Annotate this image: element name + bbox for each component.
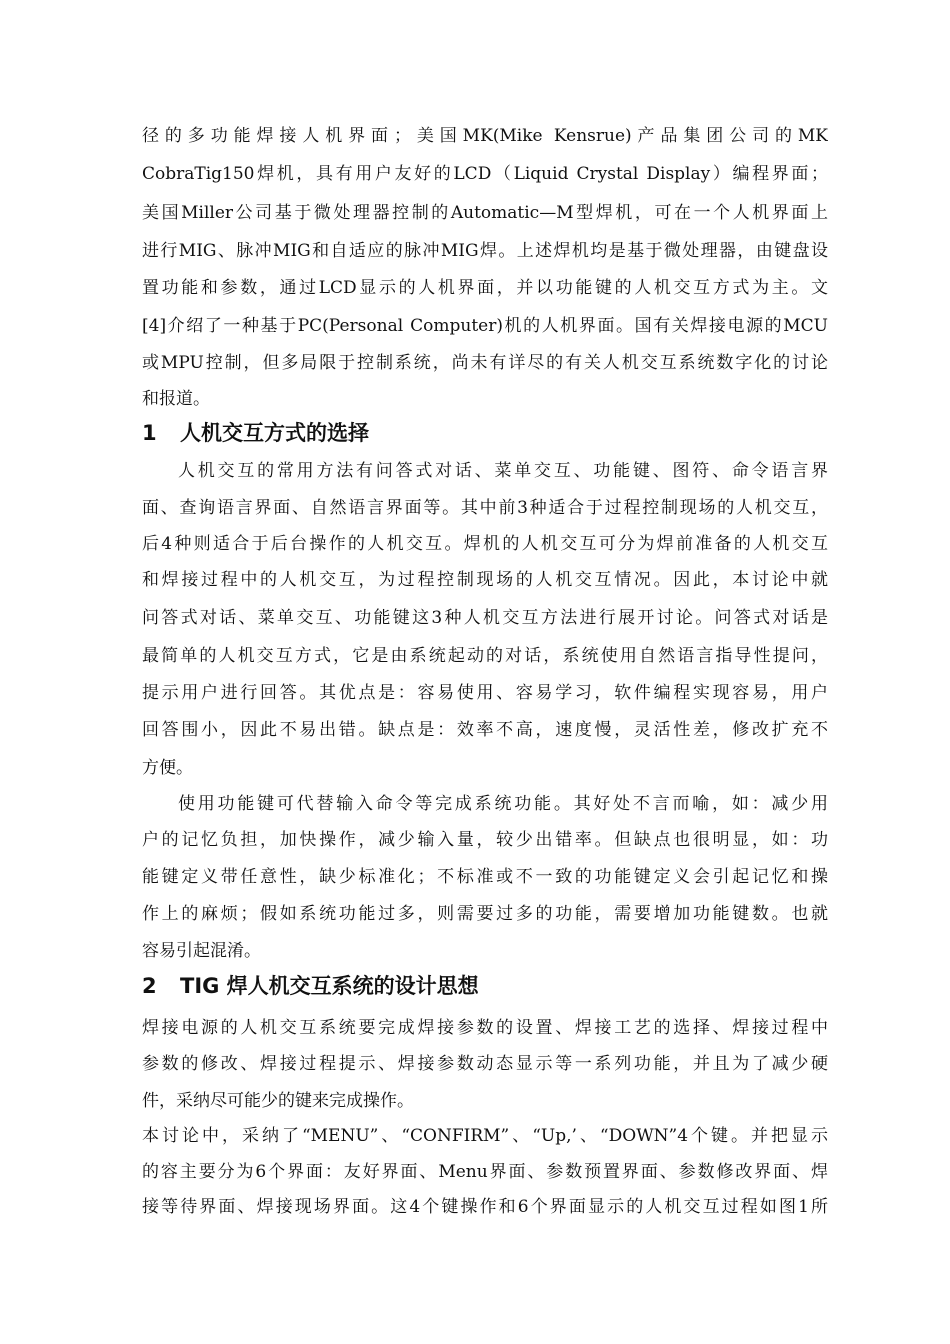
intro-line-6: [4]介绍了一种基于PC(Personal Computer)机的人机界面。国有关焊接电源的MCU: [142, 316, 828, 336]
s1-p1-line-2: 面、查询语言界面、自然语言界面等。其中前3种适合于过程控制现场的人机交互，: [142, 498, 828, 518]
intro-line-2: CobraTig150焊机，具有用户友好的LCD（Liquid Crystal Display）编程界面；: [142, 164, 828, 184]
section-1-number: 1: [142, 421, 157, 445]
s1-p2-line-1: 使用功能键可代替输入命令等完成系统功能。其好处不言而喻，如：减少用: [178, 794, 828, 814]
s1-p1-line-6: 最简单的人机交互方式，它是由系统起动的对话，系统使用自然语言指导性提问，: [142, 646, 828, 666]
s1-p1-line-5: 问答式对话、菜单交互、功能键这3种人机交互方法进行展开讨论。问答式对话是: [142, 608, 828, 628]
intro-line-4: 进行MIG、脉冲MIG和自适应的脉冲MIG焊。上述焊机均是基于微处理器，由键盘设: [142, 241, 828, 261]
s1-p1-line-9: 方便。: [142, 758, 193, 778]
s2-p1-line-3: 件，采纳尽可能少的键来完成操作。: [142, 1091, 414, 1111]
intro-line-5: 置功能和参数，通过LCD显示的人机界面，并以功能键的人机交互方式为主。文: [142, 278, 828, 298]
section-1-title: 人机交互方式的选择: [180, 421, 369, 445]
s2-p1-line-2: 参数的修改、焊接过程提示、焊接参数动态显示等一系列功能，并且为了减少硬: [142, 1054, 828, 1074]
s2-p2-line-2: 的容主要分为6个界面：友好界面、Menu界面、参数预置界面、参数修改界面、焊: [142, 1162, 828, 1182]
s1-p2-line-3: 能键定义带任意性，缺少标准化；不标准或不一致的功能键定义会引起记忆和操: [142, 867, 828, 887]
section-2-title: TIG 焊人机交互系统的设计思想: [180, 974, 479, 998]
s1-p1-line-1: 人机交互的常用方法有问答式对话、菜单交互、功能键、图符、命令语言界: [178, 461, 828, 481]
intro-line-1: 径的多功能焊接人机界面；美国MK(Mike Kensrue)产品集团公司的MK: [142, 126, 828, 146]
s2-p2-line-1: 本讨论中，采纳了“MENU”、“CONFIRM”、“Up,’、“DOWN”4个键。并把显示: [142, 1126, 828, 1146]
s1-p1-line-7: 提示用户进行回答。其优点是：容易使用、容易学习，软件编程实现容易，用户: [142, 683, 828, 703]
section-2-number: 2: [142, 974, 157, 998]
s1-p1-line-8: 回答围小，因此不易出错。缺点是：效率不高，速度慢，灵活性差，修改扩充不: [142, 720, 828, 740]
intro-line-7: 或MPU控制，但多局限于控制系统，尚未有详尽的有关人机交互系统数字化的讨论: [142, 353, 828, 373]
s2-p2-line-3: 接等待界面、焊接现场界面。这4个键操作和6个界面显示的人机交互过程如图1所: [142, 1197, 828, 1217]
s2-p1-line-1: 焊接电源的人机交互系统要完成焊接参数的设置、焊接工艺的选择、焊接过程中: [142, 1018, 828, 1038]
section-1-heading: [142, 420, 369, 446]
s1-p2-line-4: 作上的麻烦；假如系统功能过多，则需要过多的功能，需要增加功能键数。也就: [142, 904, 828, 924]
intro-line-8: 和报道。: [142, 389, 210, 409]
intro-line-3: 美国Miller公司基于微处理器控制的Automatic—M型焊机，可在一个人机界面上: [142, 203, 828, 223]
s1-p2-line-2: 户的记忆负担，加快操作，减少输入量，较少出错率。但缺点也很明显，如：功: [142, 830, 828, 850]
s1-p1-line-3: 后4种则适合于后台操作的人机交互。焊机的人机交互可分为焊前准备的人机交互: [142, 534, 828, 554]
section-2-heading: [142, 973, 479, 999]
s1-p1-line-4: 和焊接过程中的人机交互，为过程控制现场的人机交互情况。因此，本讨论中就: [142, 570, 828, 590]
s1-p2-line-5: 容易引起混淆。: [142, 941, 261, 961]
